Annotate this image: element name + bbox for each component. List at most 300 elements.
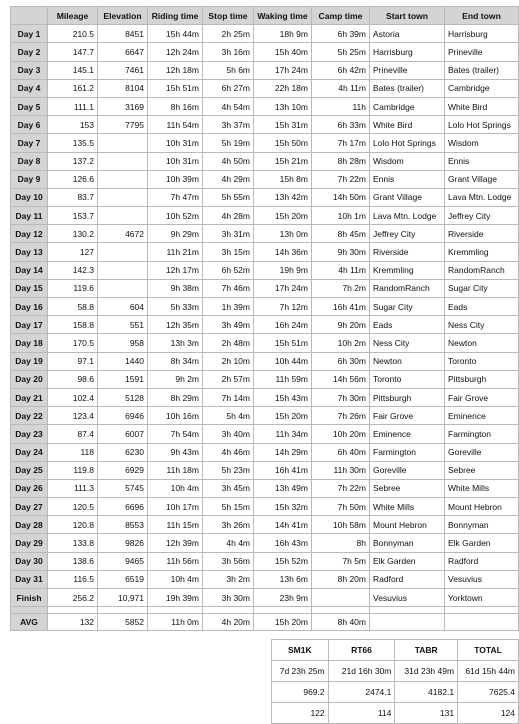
row-label: Day 8 bbox=[11, 152, 48, 170]
cell-waking-time: 14h 36m bbox=[254, 243, 312, 261]
cell-end-town: Mount Hebron bbox=[445, 498, 519, 516]
cell-stop-time: 3h 45m bbox=[203, 479, 254, 497]
column-header-waking-time: Waking time bbox=[254, 7, 312, 25]
cell-elevation: 5745 bbox=[98, 479, 148, 497]
cell-start-town: Toronto bbox=[370, 370, 445, 388]
cell-mileage: 119.8 bbox=[48, 461, 98, 479]
cell-elevation bbox=[98, 152, 148, 170]
table-row bbox=[11, 170, 519, 188]
cell-stop-time: 3h 31m bbox=[203, 225, 254, 243]
row-label: Day 16 bbox=[11, 298, 48, 316]
cell-elevation: 1440 bbox=[98, 352, 148, 370]
totals-cell-tabr: 31d 23h 49m bbox=[395, 661, 458, 682]
cell-elevation bbox=[98, 279, 148, 297]
cell-stop-time: 3h 30m bbox=[203, 589, 254, 607]
cell-waking-time: 15h 32m bbox=[254, 498, 312, 516]
row-label: Day 11 bbox=[11, 207, 48, 225]
spacer-row bbox=[11, 607, 519, 614]
cell-camp-time: 6h 39m bbox=[312, 25, 370, 43]
cell-mileage: 120.5 bbox=[48, 498, 98, 516]
cell-camp-time: 8h 20m bbox=[312, 570, 370, 588]
cell-end-town: Goreville bbox=[445, 443, 519, 461]
row-label: Day 5 bbox=[11, 97, 48, 115]
cell-elevation: 8104 bbox=[98, 79, 148, 97]
table-row bbox=[11, 25, 519, 43]
cell-waking-time: 15h 8m bbox=[254, 170, 312, 188]
cell-start-town: Pittsburgh bbox=[370, 388, 445, 406]
cell-camp-time: 4h 11m bbox=[312, 261, 370, 279]
table-row bbox=[11, 443, 519, 461]
cell-waking-time: 17h 24m bbox=[254, 61, 312, 79]
cell-start-town: Cambridge bbox=[370, 97, 445, 115]
cell-end-town: Eminence bbox=[445, 407, 519, 425]
cell-elevation: 1591 bbox=[98, 370, 148, 388]
column-header-camp-time: Camp time bbox=[312, 7, 370, 25]
cell-stop-time: 2h 25m bbox=[203, 25, 254, 43]
table-row bbox=[11, 370, 519, 388]
row-label: Day 13 bbox=[11, 243, 48, 261]
cell-stop-time: 3h 40m bbox=[203, 425, 254, 443]
cell-mileage: 170.5 bbox=[48, 334, 98, 352]
cell-camp-time: 7h 50m bbox=[312, 498, 370, 516]
cell-elevation bbox=[98, 243, 148, 261]
table-row bbox=[11, 534, 519, 552]
cell-mileage: 58.8 bbox=[48, 298, 98, 316]
cell-start-town: Jeffrey City bbox=[370, 225, 445, 243]
cell-start-town: Elk Garden bbox=[370, 552, 445, 570]
cell-mileage: 133.8 bbox=[48, 534, 98, 552]
totals-header-sm1k: SM1K bbox=[272, 640, 329, 661]
cell-camp-time: 8h bbox=[312, 534, 370, 552]
row-label: Day 4 bbox=[11, 79, 48, 97]
cell-riding-time: 8h 16m bbox=[148, 97, 203, 115]
cell-stop-time: 4h 54m bbox=[203, 97, 254, 115]
cell-elevation: 958 bbox=[98, 334, 148, 352]
cell-end-town: Eads bbox=[445, 298, 519, 316]
cell-start-town: Bonnyman bbox=[370, 534, 445, 552]
row-label: Day 1 bbox=[11, 25, 48, 43]
cell-mileage: 87.4 bbox=[48, 425, 98, 443]
column-header-start-town: Start town bbox=[370, 7, 445, 25]
row-label: Day 22 bbox=[11, 407, 48, 425]
spacer-cell bbox=[98, 607, 148, 614]
cell-end-town: Grant Village bbox=[445, 170, 519, 188]
cell-stop-time: 3h 26m bbox=[203, 516, 254, 534]
cell-elevation: 6696 bbox=[98, 498, 148, 516]
cell-riding-time: 9h 38m bbox=[148, 279, 203, 297]
table-row bbox=[11, 116, 519, 134]
cell-waking-time: 14h 41m bbox=[254, 516, 312, 534]
totals-row bbox=[272, 661, 519, 682]
cell-stop-time: 6h 52m bbox=[203, 261, 254, 279]
row-label: Day 31 bbox=[11, 570, 48, 588]
cell-riding-time: 9h 43m bbox=[148, 443, 203, 461]
row-label: Finish bbox=[11, 589, 48, 607]
spacer-cell bbox=[254, 607, 312, 614]
cell-end-town: Fair Grove bbox=[445, 388, 519, 406]
cell-elevation: 7461 bbox=[98, 61, 148, 79]
cell-mileage: 145.1 bbox=[48, 61, 98, 79]
cell-start-town: Sebree bbox=[370, 479, 445, 497]
cell-riding-time: 8h 34m bbox=[148, 352, 203, 370]
cell-riding-time: 12h 18m bbox=[148, 61, 203, 79]
cell-mileage: 119.6 bbox=[48, 279, 98, 297]
cell-riding-time: 12h 17m bbox=[148, 261, 203, 279]
totals-header-total: TOTAL bbox=[458, 640, 519, 661]
cell-camp-time: 8h 28m bbox=[312, 152, 370, 170]
cell-start-town: Farmington bbox=[370, 443, 445, 461]
cell-end-town: RandomRanch bbox=[445, 261, 519, 279]
cell-mileage: 132 bbox=[48, 614, 98, 631]
cell-stop-time: 1h 39m bbox=[203, 298, 254, 316]
cell-stop-time: 4h 20m bbox=[203, 614, 254, 631]
cell-stop-time: 2h 48m bbox=[203, 334, 254, 352]
cell-elevation: 6647 bbox=[98, 43, 148, 61]
cell-camp-time: 7h 17m bbox=[312, 134, 370, 152]
table-row bbox=[11, 334, 519, 352]
cell-riding-time: 7h 47m bbox=[148, 188, 203, 206]
spacer-cell bbox=[203, 607, 254, 614]
cell-riding-time: 15h 44m bbox=[148, 25, 203, 43]
cell-mileage: 83.7 bbox=[48, 188, 98, 206]
cell-start-town: Grant Village bbox=[370, 188, 445, 206]
cell-riding-time: 10h 16m bbox=[148, 407, 203, 425]
cell-mileage: 137.2 bbox=[48, 152, 98, 170]
cell-end-town: Riverside bbox=[445, 225, 519, 243]
cell-stop-time: 5h 19m bbox=[203, 134, 254, 152]
ride-log-body bbox=[11, 25, 519, 631]
cell-waking-time: 13h 0m bbox=[254, 225, 312, 243]
cell-riding-time: 10h 4m bbox=[148, 479, 203, 497]
cell-elevation: 604 bbox=[98, 298, 148, 316]
cell-riding-time: 11h 18m bbox=[148, 461, 203, 479]
cell-stop-time: 2h 10m bbox=[203, 352, 254, 370]
cell-end-town: Prineville bbox=[445, 43, 519, 61]
cell-mileage: 97.1 bbox=[48, 352, 98, 370]
cell-waking-time: 15h 50m bbox=[254, 134, 312, 152]
cell-start-town: RandomRanch bbox=[370, 279, 445, 297]
totals-header-row bbox=[272, 640, 519, 661]
cell-elevation: 4672 bbox=[98, 225, 148, 243]
cell-riding-time: 5h 33m bbox=[148, 298, 203, 316]
cell-waking-time: 10h 44m bbox=[254, 352, 312, 370]
cell-riding-time: 10h 31m bbox=[148, 134, 203, 152]
corner-header bbox=[11, 7, 48, 25]
cell-stop-time: 4h 28m bbox=[203, 207, 254, 225]
cell-elevation: 6519 bbox=[98, 570, 148, 588]
cell-camp-time: 11h 30m bbox=[312, 461, 370, 479]
cell-mileage: 111.1 bbox=[48, 97, 98, 115]
cell-mileage: 158.8 bbox=[48, 316, 98, 334]
cell-waking-time: 13h 42m bbox=[254, 188, 312, 206]
cell-elevation bbox=[98, 207, 148, 225]
table-row bbox=[11, 407, 519, 425]
row-label: Day 3 bbox=[11, 61, 48, 79]
cell-mileage: 116.5 bbox=[48, 570, 98, 588]
cell-start-town: Ness City bbox=[370, 334, 445, 352]
cell-elevation: 6230 bbox=[98, 443, 148, 461]
cell-end-town: Pittsburgh bbox=[445, 370, 519, 388]
cell-riding-time: 12h 39m bbox=[148, 534, 203, 552]
column-header-stop-time: Stop time bbox=[203, 7, 254, 25]
cell-end-town: Ness City bbox=[445, 316, 519, 334]
cell-mileage: 147.7 bbox=[48, 43, 98, 61]
cell-camp-time: 6h 42m bbox=[312, 61, 370, 79]
cell-waking-time: 16h 41m bbox=[254, 461, 312, 479]
table-row bbox=[11, 589, 519, 607]
cell-riding-time: 8h 29m bbox=[148, 388, 203, 406]
column-header-riding-time: Riding time bbox=[148, 7, 203, 25]
cell-camp-time: 7h 22m bbox=[312, 479, 370, 497]
totals-header-tabr: TABR bbox=[395, 640, 458, 661]
spacer-cell bbox=[312, 607, 370, 614]
cell-start-town: Prineville bbox=[370, 61, 445, 79]
table-row bbox=[11, 261, 519, 279]
cell-riding-time: 12h 35m bbox=[148, 316, 203, 334]
row-label: Day 2 bbox=[11, 43, 48, 61]
cell-elevation: 3169 bbox=[98, 97, 148, 115]
totals-cell-rt66: 114 bbox=[328, 703, 395, 724]
cell-camp-time: 10h 1m bbox=[312, 207, 370, 225]
cell-stop-time: 6h 27m bbox=[203, 79, 254, 97]
cell-riding-time: 19h 39m bbox=[148, 589, 203, 607]
totals-row bbox=[272, 703, 519, 724]
table-row bbox=[11, 498, 519, 516]
cell-waking-time: 15h 43m bbox=[254, 388, 312, 406]
cell-riding-time: 9h 29m bbox=[148, 225, 203, 243]
cell-camp-time: 7h 26m bbox=[312, 407, 370, 425]
cell-waking-time: 11h 59m bbox=[254, 370, 312, 388]
cell-waking-time: 19h 9m bbox=[254, 261, 312, 279]
cell-elevation bbox=[98, 134, 148, 152]
cell-stop-time: 2h 57m bbox=[203, 370, 254, 388]
totals-cell-sm1k: 969.2 bbox=[272, 682, 329, 703]
cell-start-town: Eminence bbox=[370, 425, 445, 443]
cell-elevation: 5852 bbox=[98, 614, 148, 631]
cell-elevation: 7795 bbox=[98, 116, 148, 134]
cell-waking-time: 13h 6m bbox=[254, 570, 312, 588]
row-label: Day 6 bbox=[11, 116, 48, 134]
row-label: AVG bbox=[11, 614, 48, 631]
cell-mileage: 153.7 bbox=[48, 207, 98, 225]
spacer-cell bbox=[11, 607, 48, 614]
cell-stop-time: 3h 37m bbox=[203, 116, 254, 134]
cell-end-town: Harrisburg bbox=[445, 25, 519, 43]
column-header-elevation: Elevation bbox=[98, 7, 148, 25]
cell-camp-time: 6h 40m bbox=[312, 443, 370, 461]
table-row bbox=[11, 570, 519, 588]
cell-end-town: Sugar City bbox=[445, 279, 519, 297]
cell-start-town: Newton bbox=[370, 352, 445, 370]
totals-cell-sm1k: 122 bbox=[272, 703, 329, 724]
cell-waking-time: 7h 12m bbox=[254, 298, 312, 316]
table-row bbox=[11, 134, 519, 152]
cell-camp-time: 6h 30m bbox=[312, 352, 370, 370]
cell-start-town: Vesuvius bbox=[370, 589, 445, 607]
cell-start-town: Lolo Hot Springs bbox=[370, 134, 445, 152]
cell-start-town: Fair Grove bbox=[370, 407, 445, 425]
table-row bbox=[11, 425, 519, 443]
cell-end-town: Bonnyman bbox=[445, 516, 519, 534]
table-row bbox=[11, 43, 519, 61]
cell-riding-time: 10h 39m bbox=[148, 170, 203, 188]
cell-mileage: 102.4 bbox=[48, 388, 98, 406]
average-row bbox=[11, 614, 519, 631]
cell-end-town: Toronto bbox=[445, 352, 519, 370]
cell-mileage: 138.6 bbox=[48, 552, 98, 570]
cell-start-town: Eads bbox=[370, 316, 445, 334]
table-row bbox=[11, 461, 519, 479]
cell-waking-time: 18h 9m bbox=[254, 25, 312, 43]
totals-cell-tabr: 4182.1 bbox=[395, 682, 458, 703]
cell-waking-time: 15h 31m bbox=[254, 116, 312, 134]
cell-camp-time: 5h 25m bbox=[312, 43, 370, 61]
table-row bbox=[11, 279, 519, 297]
cell-start-town: White Bird bbox=[370, 116, 445, 134]
cell-riding-time: 11h 54m bbox=[148, 116, 203, 134]
row-label: Day 15 bbox=[11, 279, 48, 297]
cell-elevation: 9465 bbox=[98, 552, 148, 570]
cell-end-town: Newton bbox=[445, 334, 519, 352]
header-row bbox=[11, 7, 519, 25]
cell-mileage: 120.8 bbox=[48, 516, 98, 534]
cell-stop-time: 4h 4m bbox=[203, 534, 254, 552]
cell-mileage: 142.3 bbox=[48, 261, 98, 279]
totals-cell-rt66: 2474.1 bbox=[328, 682, 395, 703]
cell-camp-time: 7h 5m bbox=[312, 552, 370, 570]
totals-row bbox=[272, 682, 519, 703]
cell-riding-time: 11h 0m bbox=[148, 614, 203, 631]
totals-table bbox=[271, 639, 519, 724]
cell-start-town: Astoria bbox=[370, 25, 445, 43]
cell-waking-time: 15h 40m bbox=[254, 43, 312, 61]
cell-waking-time: 16h 24m bbox=[254, 316, 312, 334]
cell-elevation: 8553 bbox=[98, 516, 148, 534]
cell-riding-time: 7h 54m bbox=[148, 425, 203, 443]
column-header-end-town: End town bbox=[445, 7, 519, 25]
cell-end-town: Vesuvius bbox=[445, 570, 519, 588]
cell-riding-time: 10h 17m bbox=[148, 498, 203, 516]
table-row bbox=[11, 516, 519, 534]
cell-camp-time: 16h 41m bbox=[312, 298, 370, 316]
cell-riding-time: 9h 2m bbox=[148, 370, 203, 388]
cell-camp-time: 10h 20m bbox=[312, 425, 370, 443]
cell-waking-time: 15h 20m bbox=[254, 407, 312, 425]
cell-start-town: White Mills bbox=[370, 498, 445, 516]
totals-cell-tabr: 131 bbox=[395, 703, 458, 724]
cell-camp-time: 9h 20m bbox=[312, 316, 370, 334]
cell-mileage: 130.2 bbox=[48, 225, 98, 243]
cell-camp-time: 7h 22m bbox=[312, 170, 370, 188]
row-label: Day 18 bbox=[11, 334, 48, 352]
cell-start-town: Goreville bbox=[370, 461, 445, 479]
cell-start-town: Ennis bbox=[370, 170, 445, 188]
cell-start-town: Kremmling bbox=[370, 261, 445, 279]
cell-camp-time: 14h 56m bbox=[312, 370, 370, 388]
cell-waking-time: 22h 18m bbox=[254, 79, 312, 97]
cell-camp-time: 14h 50m bbox=[312, 188, 370, 206]
cell-camp-time bbox=[312, 589, 370, 607]
table-row bbox=[11, 316, 519, 334]
cell-riding-time: 12h 24m bbox=[148, 43, 203, 61]
cell-waking-time: 15h 21m bbox=[254, 152, 312, 170]
cell-start-town: Harrisburg bbox=[370, 43, 445, 61]
cell-riding-time: 10h 52m bbox=[148, 207, 203, 225]
cell-stop-time: 7h 46m bbox=[203, 279, 254, 297]
column-header-mileage: Mileage bbox=[48, 7, 98, 25]
cell-stop-time: 3h 16m bbox=[203, 43, 254, 61]
totals-cell-total: 61d 15h 44m bbox=[458, 661, 519, 682]
totals-cell-sm1k: 7d 23h 25m bbox=[272, 661, 329, 682]
cell-stop-time: 5h 15m bbox=[203, 498, 254, 516]
spacer-cell bbox=[148, 607, 203, 614]
cell-riding-time: 13h 3m bbox=[148, 334, 203, 352]
row-label: Day 7 bbox=[11, 134, 48, 152]
table-row bbox=[11, 61, 519, 79]
cell-camp-time: 10h 58m bbox=[312, 516, 370, 534]
row-label: Day 25 bbox=[11, 461, 48, 479]
cell-stop-time: 7h 14m bbox=[203, 388, 254, 406]
totals-header bbox=[272, 640, 519, 661]
cell-end-town: Farmington bbox=[445, 425, 519, 443]
cell-mileage: 111.3 bbox=[48, 479, 98, 497]
cell-elevation bbox=[98, 261, 148, 279]
row-label: Day 28 bbox=[11, 516, 48, 534]
cell-camp-time: 6h 33m bbox=[312, 116, 370, 134]
cell-mileage: 98.6 bbox=[48, 370, 98, 388]
row-label: Day 26 bbox=[11, 479, 48, 497]
cell-elevation: 551 bbox=[98, 316, 148, 334]
totals-cell-total: 124 bbox=[458, 703, 519, 724]
cell-elevation: 6946 bbox=[98, 407, 148, 425]
cell-start-town bbox=[370, 614, 445, 631]
cell-waking-time: 23h 9m bbox=[254, 589, 312, 607]
table-row bbox=[11, 352, 519, 370]
cell-end-town: Lolo Hot Springs bbox=[445, 116, 519, 134]
cell-stop-time: 5h 6m bbox=[203, 61, 254, 79]
cell-elevation: 9826 bbox=[98, 534, 148, 552]
cell-waking-time: 15h 20m bbox=[254, 207, 312, 225]
cell-stop-time: 4h 50m bbox=[203, 152, 254, 170]
cell-stop-time: 3h 2m bbox=[203, 570, 254, 588]
row-label: Day 20 bbox=[11, 370, 48, 388]
row-label: Day 12 bbox=[11, 225, 48, 243]
cell-waking-time: 11h 34m bbox=[254, 425, 312, 443]
ride-log-table bbox=[10, 6, 519, 631]
cell-start-town: Sugar City bbox=[370, 298, 445, 316]
cell-stop-time: 3h 15m bbox=[203, 243, 254, 261]
cell-stop-time: 4h 29m bbox=[203, 170, 254, 188]
cell-waking-time: 13h 49m bbox=[254, 479, 312, 497]
table-row bbox=[11, 552, 519, 570]
table-row bbox=[11, 388, 519, 406]
cell-start-town: Mount Hebron bbox=[370, 516, 445, 534]
table-row bbox=[11, 207, 519, 225]
cell-riding-time: 10h 4m bbox=[148, 570, 203, 588]
cell-waking-time: 17h 24m bbox=[254, 279, 312, 297]
cell-elevation: 5128 bbox=[98, 388, 148, 406]
cell-waking-time: 14h 29m bbox=[254, 443, 312, 461]
cell-stop-time: 4h 46m bbox=[203, 443, 254, 461]
cell-start-town: Bates (trailer) bbox=[370, 79, 445, 97]
cell-mileage: 135.5 bbox=[48, 134, 98, 152]
cell-riding-time: 11h 56m bbox=[148, 552, 203, 570]
cell-end-town: Wisdom bbox=[445, 134, 519, 152]
cell-camp-time: 11h bbox=[312, 97, 370, 115]
row-label: Day 10 bbox=[11, 188, 48, 206]
table-row bbox=[11, 243, 519, 261]
row-label: Day 9 bbox=[11, 170, 48, 188]
